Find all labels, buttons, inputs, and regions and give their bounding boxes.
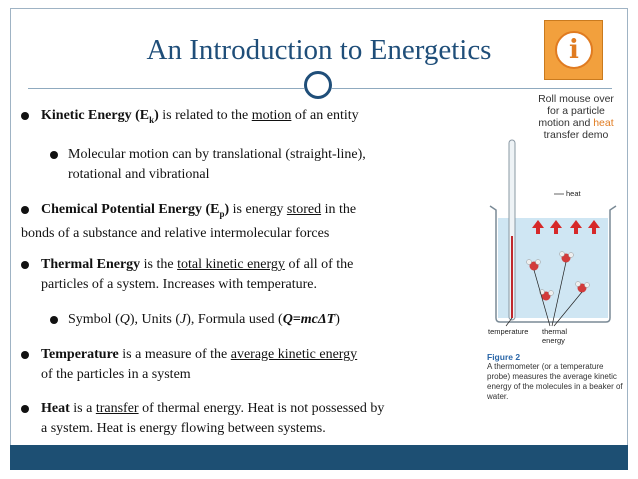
thermometer-mercury — [511, 236, 513, 318]
rollover-line-3: motion and heat — [538, 117, 614, 129]
bullet-molecular-motion: Molecular motion can by translational (straight-line), rotational and vibrational — [50, 145, 470, 185]
rollover-line-2: for a particle — [547, 105, 605, 117]
bullet-dot — [21, 112, 29, 120]
bullet-chemical-potential-energy: Chemical Potential Energy $(E_p)$ is energy stored in the bonds of a substance and relative intermolecular forces — [21, 202, 357, 241]
rollover-note — [520, 93, 632, 141]
bullet-dot — [21, 206, 29, 214]
title-rule-right — [332, 88, 612, 89]
bullet-dot — [50, 316, 58, 324]
bullet-heat: Heat is a transfer of thermal energy. Heat is not possessed by a system. Heat is energy flowing between systems. — [21, 399, 491, 439]
rollover-line-4: transfer demo — [543, 129, 609, 141]
bullet-thermal-energy: Thermal Energy is the total kinetic energy of all of the particles of a system. Increases with temperature. — [21, 255, 491, 295]
bullet-kinetic-energy: Kinetic Energy $(E_k)$ is related to the motion of an entity — [21, 106, 491, 130]
slide-title: An Introduction to Energetics — [146, 34, 492, 66]
figure-caption-text: A thermometer (or a temperature probe) measures the average kinetic energy of the molecules in a beaker of water. — [487, 362, 623, 401]
label-temperature: temperature — [488, 327, 529, 336]
bullet-temperature: Temperature is a measure of the average kinetic energy of the particles in a system — [21, 345, 491, 385]
rollover-heat-word: heat — [593, 117, 614, 129]
bullet-dot — [21, 405, 29, 413]
bullet-dot — [21, 261, 29, 269]
bullet-symbol-units-formula: Symbol (Q), Units (J), Formula used (Q=mcΔT) — [50, 310, 470, 330]
bullet-dot — [50, 151, 58, 159]
rollover-line-1: Roll mouse over — [538, 93, 614, 105]
figure-caption-title: Figure 2 — [487, 352, 521, 362]
info-button[interactable] — [544, 20, 603, 80]
bullet-dot — [21, 351, 29, 359]
footer-bar — [10, 445, 628, 470]
info-icon: i — [555, 31, 593, 69]
figure-caption — [487, 352, 625, 402]
label-heat: heat — [566, 189, 581, 198]
label-energy: energy — [542, 336, 565, 345]
label-thermal: thermal — [542, 327, 568, 336]
title-rule-left — [28, 88, 304, 89]
title-ring-ornament — [304, 71, 332, 99]
